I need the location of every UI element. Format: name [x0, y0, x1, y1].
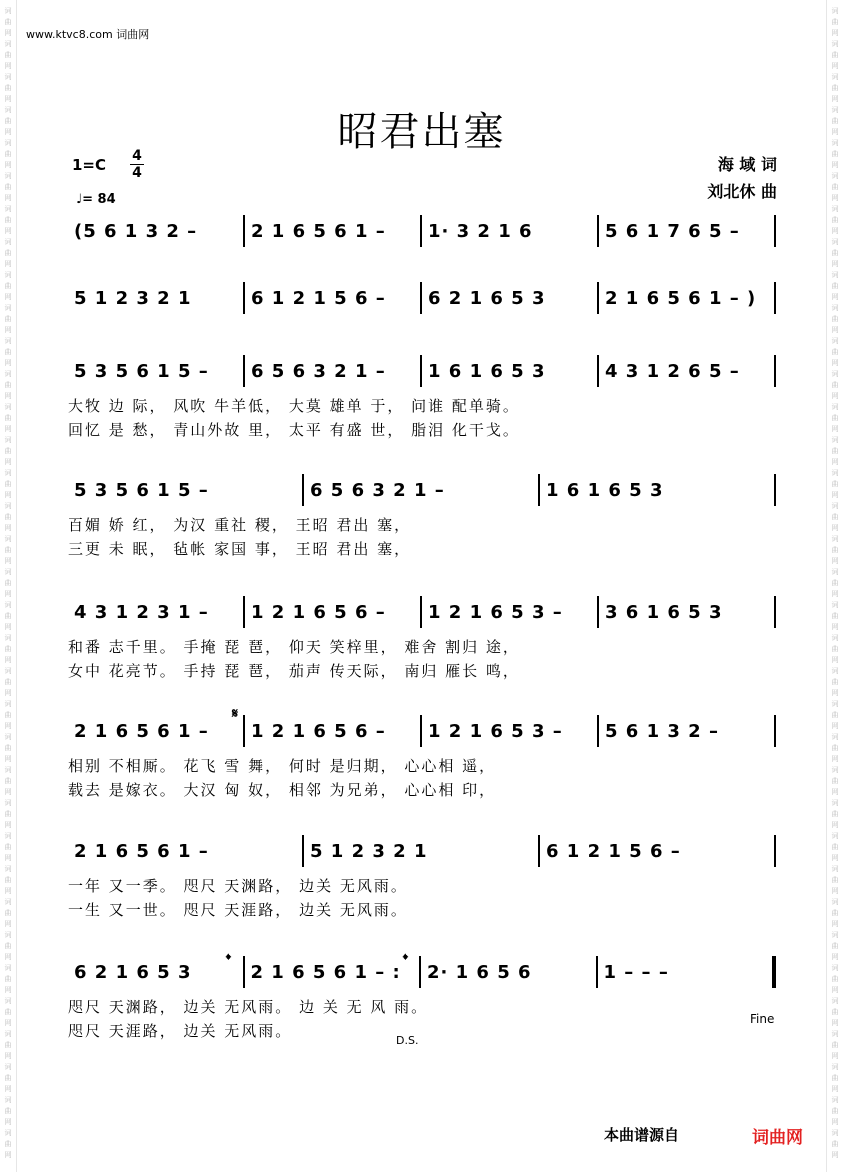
watermark-char: 网 [4, 95, 12, 103]
watermark-char: 词 [831, 832, 839, 840]
watermark-char: 曲 [831, 150, 839, 158]
watermark-char: 曲 [831, 348, 839, 356]
notes-row [68, 597, 776, 627]
watermark-char: 曲 [4, 1107, 12, 1115]
watermark-char: 网 [4, 986, 12, 994]
watermark-char: 词 [4, 106, 12, 114]
coda-mark-2: 𝄌 [403, 952, 408, 968]
watermark-char: 网 [831, 194, 839, 202]
watermark-char: 词 [831, 865, 839, 873]
watermark-char: 词 [4, 337, 12, 345]
watermark-char: 词 [831, 403, 839, 411]
lyricist-credit: 海 域 词 [717, 155, 777, 174]
watermark-char: 词 [831, 568, 839, 576]
watermark-char: 词 [831, 799, 839, 807]
measure: 6 2 1 6 5 3 [428, 287, 546, 309]
watermark-char: 词 [831, 469, 839, 477]
measure: 2 1 6 5 6 1 – [74, 840, 209, 862]
watermark-char: 网 [4, 1052, 12, 1060]
watermark-char: 网 [831, 1052, 839, 1060]
notes-row [68, 836, 776, 866]
watermark-char: 曲 [831, 381, 839, 389]
watermark-char: 网 [4, 29, 12, 37]
notes-row [68, 957, 776, 987]
watermark-char: 曲 [831, 942, 839, 950]
ds-mark: D.S. [396, 1034, 419, 1047]
watermark-char: 曲 [4, 1140, 12, 1148]
watermark-char: 词 [4, 40, 12, 48]
measure: 5 1 2 3 2 1 [310, 840, 428, 862]
time-signature-top: 4 [132, 148, 142, 164]
measure: 6 2 1 6 5 3 [74, 961, 192, 983]
watermark-char: 网 [831, 161, 839, 169]
watermark-char: 词 [4, 1096, 12, 1104]
watermark-char: 网 [831, 29, 839, 37]
watermark-char: 曲 [4, 711, 12, 719]
watermark-char: 网 [4, 788, 12, 796]
watermark-char: 词 [4, 238, 12, 246]
watermark-char: 曲 [4, 18, 12, 26]
measure: 5 1 2 3 2 1 [74, 287, 192, 309]
watermark-char: 网 [831, 227, 839, 235]
watermark-char: 网 [4, 260, 12, 268]
watermark-char: 网 [4, 326, 12, 334]
watermark-char: 网 [831, 854, 839, 862]
watermark-char: 网 [831, 524, 839, 532]
watermark-char: 曲 [4, 315, 12, 323]
watermark-char: 曲 [4, 84, 12, 92]
watermark-char: 曲 [4, 216, 12, 224]
watermark-char: 曲 [831, 1041, 839, 1049]
watermark-char: 词 [831, 601, 839, 609]
lyrics-line-1: 大牧 边 际， 风吹 牛羊低， 大莫 雄单 于， 问谁 配单骑。 [68, 397, 520, 415]
watermark-char: 曲 [831, 315, 839, 323]
watermark-char: 词 [831, 106, 839, 114]
source-url: www.ktvc8.com 词曲网 [26, 28, 150, 41]
watermark-char: 曲 [831, 645, 839, 653]
measure: 1· 3 2 1 6 [428, 220, 533, 242]
lyrics-line-2: 女中 花亮节。 手持 琵 琶， 茄声 传天际， 南归 雁长 鸣， [68, 662, 520, 680]
watermark-char: 曲 [831, 513, 839, 521]
measure: 1 2 1 6 5 6 – [251, 601, 386, 623]
measure: 1 6 1 6 5 3 [428, 360, 546, 382]
watermark-char: 词 [831, 73, 839, 81]
watermark-char: 曲 [4, 447, 12, 455]
watermark-char: 词 [4, 832, 12, 840]
watermark-char: 曲 [4, 150, 12, 158]
watermark-char: 曲 [4, 513, 12, 521]
footer-source-label: 本曲谱源自 [604, 1126, 680, 1144]
watermark-char: 词 [4, 601, 12, 609]
watermark-char: 曲 [4, 612, 12, 620]
segno-mark: 𝄋 [232, 706, 239, 722]
watermark-char: 网 [831, 293, 839, 301]
lyrics-line-2: 三更 未 眠， 毡帐 家国 事， 王昭 君出 塞， [68, 540, 412, 558]
watermark-char: 曲 [831, 909, 839, 917]
watermark-char: 曲 [831, 51, 839, 59]
fine-mark: Fine [750, 1012, 775, 1026]
watermark-char: 网 [4, 590, 12, 598]
watermark-char: 曲 [831, 480, 839, 488]
watermark-char: 词 [831, 172, 839, 180]
watermark-char: 曲 [4, 381, 12, 389]
watermark-char: 词 [831, 436, 839, 444]
lyrics-line-1: 一年 又一季。 咫尺 天渊路， 边关 无风雨。 [68, 877, 408, 895]
measure: 2 1 6 5 6 1 – [251, 220, 386, 242]
watermark-char: 网 [831, 887, 839, 895]
watermark-char: 词 [4, 370, 12, 378]
measure: 2 1 6 5 6 1 – ) [605, 287, 757, 309]
watermark-char: 曲 [4, 282, 12, 290]
watermark-char: 网 [831, 755, 839, 763]
watermark-char: 词 [4, 568, 12, 576]
watermark-char: 曲 [4, 843, 12, 851]
watermark-char: 曲 [4, 348, 12, 356]
watermark-char: 词 [831, 205, 839, 213]
watermark-char: 词 [4, 799, 12, 807]
watermark-char: 词 [4, 667, 12, 675]
watermark-char: 词 [4, 964, 12, 972]
watermark-char: 网 [4, 425, 12, 433]
watermark-char: 词 [831, 931, 839, 939]
watermark-char: 词 [4, 1030, 12, 1038]
lyrics-line-1: 百媚 娇 红， 为汉 重社 稷， 王昭 君出 塞， [68, 516, 412, 534]
watermark-char: 词 [831, 700, 839, 708]
watermark-char: 曲 [831, 249, 839, 257]
measure: 2· 1 6 5 6 [427, 961, 532, 983]
watermark-char: 词 [4, 139, 12, 147]
watermark-char: 曲 [831, 1140, 839, 1148]
measure: 2 1 6 5 6 1 – [74, 720, 209, 742]
composer-credit: 刘北休 曲 [707, 182, 777, 201]
notes-row [68, 716, 776, 746]
watermark-char: 曲 [4, 1041, 12, 1049]
watermark-char: 词 [831, 634, 839, 642]
lyrics-line-2: 回忆 是 愁， 青山外故 里， 太平 有盛 世， 脂泪 化干戈。 [68, 421, 520, 439]
watermark-char: 网 [831, 95, 839, 103]
watermark-char: 词 [831, 370, 839, 378]
watermark-char: 曲 [4, 744, 12, 752]
notes-row [68, 216, 776, 246]
watermark-char: 网 [4, 821, 12, 829]
measure: 5 3 5 6 1 5 – [74, 360, 209, 382]
watermark-char: 网 [831, 623, 839, 631]
barline [774, 474, 776, 506]
watermark-char: 曲 [831, 117, 839, 125]
left-watermark-strip [0, 0, 17, 1172]
lyrics-line-1: 相别 不相厮。 花飞 雪 舞， 何时 是归期， 心心相 遥， [68, 757, 497, 775]
watermark-char: 网 [831, 128, 839, 136]
watermark-char: 网 [4, 62, 12, 70]
watermark-char: 曲 [831, 579, 839, 587]
watermark-char: 词 [831, 898, 839, 906]
watermark-char: 网 [4, 854, 12, 862]
watermark-char: 网 [4, 689, 12, 697]
watermark-char: 词 [831, 337, 839, 345]
watermark-char: 曲 [831, 1107, 839, 1115]
watermark-char: 曲 [831, 678, 839, 686]
watermark-char: 词 [831, 139, 839, 147]
watermark-char: 词 [4, 634, 12, 642]
measure: 6 1 2 1 5 6 – [546, 840, 681, 862]
watermark-char: 词 [831, 40, 839, 48]
watermark-char: 词 [4, 469, 12, 477]
barline [772, 956, 776, 988]
watermark-char: 词 [831, 1030, 839, 1038]
watermark-char: 网 [831, 62, 839, 70]
watermark-char: 词 [4, 7, 12, 15]
watermark-char: 曲 [831, 1074, 839, 1082]
watermark-char: 词 [831, 1063, 839, 1071]
watermark-char: 曲 [4, 546, 12, 554]
watermark-char: 词 [831, 1096, 839, 1104]
watermark-char: 曲 [4, 876, 12, 884]
watermark-char: 网 [4, 1118, 12, 1126]
watermark-char: 网 [831, 986, 839, 994]
watermark-char: 网 [4, 623, 12, 631]
watermark-char: 网 [4, 458, 12, 466]
barline [774, 282, 776, 314]
watermark-char: 网 [831, 557, 839, 565]
watermark-char: 网 [831, 359, 839, 367]
watermark-char: 曲 [4, 645, 12, 653]
lyrics-line-2: 一生 又一世。 咫尺 天涯路， 边关 无风雨。 [68, 901, 408, 919]
watermark-char: 网 [4, 1019, 12, 1027]
watermark-char: 网 [831, 689, 839, 697]
watermark-char: 曲 [831, 810, 839, 818]
watermark-char: 词 [4, 205, 12, 213]
watermark-char: 网 [831, 1118, 839, 1126]
lyrics-line-2: 咫尺 天涯路， 边关 无风雨。 [68, 1022, 293, 1040]
watermark-char: 词 [831, 535, 839, 543]
measure: 1 2 1 6 5 6 – [251, 720, 386, 742]
watermark-char: 曲 [831, 84, 839, 92]
watermark-char: 网 [4, 953, 12, 961]
watermark-char: 曲 [4, 579, 12, 587]
measure: 5 6 1 3 2 – [605, 720, 719, 742]
watermark-char: 网 [831, 656, 839, 664]
watermark-char: 网 [4, 128, 12, 136]
watermark-char: 词 [831, 766, 839, 774]
watermark-char: 网 [831, 458, 839, 466]
watermark-char: 词 [831, 1129, 839, 1137]
watermark-char: 曲 [4, 777, 12, 785]
watermark-char: 词 [4, 733, 12, 741]
watermark-char: 曲 [4, 909, 12, 917]
barline [774, 215, 776, 247]
watermark-char: 曲 [4, 249, 12, 257]
measure: 1 – – – [603, 961, 669, 983]
barline [774, 715, 776, 747]
watermark-char: 词 [831, 667, 839, 675]
watermark-char: 曲 [4, 1074, 12, 1082]
watermark-char: 词 [4, 502, 12, 510]
watermark-char: 词 [831, 238, 839, 246]
watermark-char: 曲 [831, 18, 839, 26]
watermark-char: 网 [4, 722, 12, 730]
lyrics-line-1: 咫尺 天渊路， 边关 无风雨。 边 关 无 风 雨。 [68, 998, 429, 1016]
watermark-char: 词 [4, 271, 12, 279]
watermark-char: 词 [4, 997, 12, 1005]
measure: 3 6 1 6 5 3 [605, 601, 723, 623]
watermark-char: 曲 [4, 480, 12, 488]
notes-row [68, 475, 776, 505]
watermark-char: 网 [4, 194, 12, 202]
watermark-char: 网 [831, 920, 839, 928]
watermark-char: 网 [4, 227, 12, 235]
key-signature: 1=C [72, 156, 107, 174]
watermark-char: 网 [4, 1151, 12, 1159]
watermark-char: 网 [831, 953, 839, 961]
watermark-char: 词 [4, 304, 12, 312]
watermark-char: 网 [831, 722, 839, 730]
watermark-char: 词 [831, 7, 839, 15]
watermark-char: 网 [4, 491, 12, 499]
time-signature-bottom: 4 [132, 165, 142, 181]
watermark-char: 网 [4, 359, 12, 367]
measure: 6 5 6 3 2 1 – [251, 360, 386, 382]
watermark-char: 词 [4, 1129, 12, 1137]
tempo-marking: ♩= 84 [76, 192, 116, 207]
watermark-char: 词 [4, 172, 12, 180]
watermark-char: 词 [4, 73, 12, 81]
lyrics-line-1: 和番 志千里。 手掩 琵 琶， 仰天 笑梓里， 难舍 割归 途， [68, 638, 520, 656]
watermark-char: 网 [4, 1085, 12, 1093]
watermark-char: 曲 [831, 216, 839, 224]
barline [774, 835, 776, 867]
measure: 4 3 1 2 6 5 – [605, 360, 740, 382]
lyrics-line-2: 载去 是嫁衣。 大汉 匈 奴， 相邻 为兄弟， 心心相 印， [68, 781, 497, 799]
watermark-char: 词 [4, 403, 12, 411]
watermark-char: 网 [831, 1085, 839, 1093]
watermark-char: 网 [4, 920, 12, 928]
watermark-char: 词 [4, 1063, 12, 1071]
time-signature [128, 148, 146, 181]
watermark-char: 曲 [4, 414, 12, 422]
watermark-char: 词 [831, 502, 839, 510]
measure: 5 3 5 6 1 5 – [74, 479, 209, 501]
watermark-char: 曲 [4, 942, 12, 950]
watermark-char: 词 [831, 304, 839, 312]
watermark-char: 曲 [831, 612, 839, 620]
watermark-char: 曲 [4, 975, 12, 983]
watermark-char: 网 [4, 161, 12, 169]
notes-row [68, 356, 776, 386]
watermark-char: 曲 [831, 975, 839, 983]
footer-site-name: 词曲网 [752, 1128, 803, 1148]
watermark-char: 网 [831, 491, 839, 499]
watermark-char: 曲 [831, 1008, 839, 1016]
barline [774, 355, 776, 387]
watermark-char: 曲 [831, 843, 839, 851]
watermark-char: 网 [831, 590, 839, 598]
measure: 4 3 1 2 3 1 – [74, 601, 209, 623]
watermark-char: 网 [4, 524, 12, 532]
watermark-char: 曲 [831, 876, 839, 884]
watermark-char: 词 [4, 535, 12, 543]
watermark-char: 词 [4, 766, 12, 774]
watermark-char: 网 [831, 260, 839, 268]
notes-row [68, 283, 776, 313]
watermark-char: 网 [4, 755, 12, 763]
measure: 2 1 6 5 6 1 – : [250, 961, 401, 983]
measure: (5 6 1 3 2 – [74, 220, 198, 242]
watermark-char: 曲 [831, 546, 839, 554]
watermark-char: 曲 [4, 678, 12, 686]
measure: 6 5 6 3 2 1 – [310, 479, 445, 501]
watermark-char: 网 [4, 887, 12, 895]
watermark-char: 网 [831, 788, 839, 796]
measure: 1 2 1 6 5 3 – [428, 601, 563, 623]
watermark-char: 词 [831, 997, 839, 1005]
watermark-char: 词 [831, 271, 839, 279]
watermark-char: 曲 [831, 282, 839, 290]
watermark-char: 网 [4, 392, 12, 400]
watermark-char: 词 [831, 964, 839, 972]
watermark-char: 网 [4, 293, 12, 301]
watermark-char: 网 [4, 656, 12, 664]
watermark-char: 曲 [4, 51, 12, 59]
watermark-char: 曲 [4, 117, 12, 125]
watermark-char: 词 [831, 733, 839, 741]
watermark-char: 网 [831, 326, 839, 334]
watermark-char: 网 [831, 392, 839, 400]
watermark-char: 曲 [831, 711, 839, 719]
watermark-char: 网 [4, 557, 12, 565]
watermark-char: 网 [831, 1019, 839, 1027]
watermark-char: 词 [4, 865, 12, 873]
watermark-char: 曲 [831, 414, 839, 422]
watermark-char: 曲 [831, 777, 839, 785]
right-watermark-strip [826, 0, 843, 1172]
coda-mark: 𝄌 [226, 952, 231, 968]
measure: 5 6 1 7 6 5 – [605, 220, 740, 242]
song-title: 昭君出塞 [337, 109, 506, 155]
watermark-char: 网 [831, 1151, 839, 1159]
barline [774, 596, 776, 628]
watermark-char: 网 [831, 821, 839, 829]
watermark-char: 曲 [831, 447, 839, 455]
watermark-char: 词 [4, 898, 12, 906]
measure: 6 1 2 1 5 6 – [251, 287, 386, 309]
watermark-char: 曲 [831, 183, 839, 191]
watermark-char: 词 [4, 931, 12, 939]
watermark-char: 曲 [831, 744, 839, 752]
watermark-char: 曲 [4, 183, 12, 191]
measure: 1 2 1 6 5 3 – [428, 720, 563, 742]
watermark-char: 曲 [4, 1008, 12, 1016]
watermark-char: 词 [4, 436, 12, 444]
watermark-char: 曲 [4, 810, 12, 818]
watermark-char: 网 [831, 425, 839, 433]
watermark-char: 词 [4, 700, 12, 708]
measure: 1 6 1 6 5 3 [546, 479, 664, 501]
